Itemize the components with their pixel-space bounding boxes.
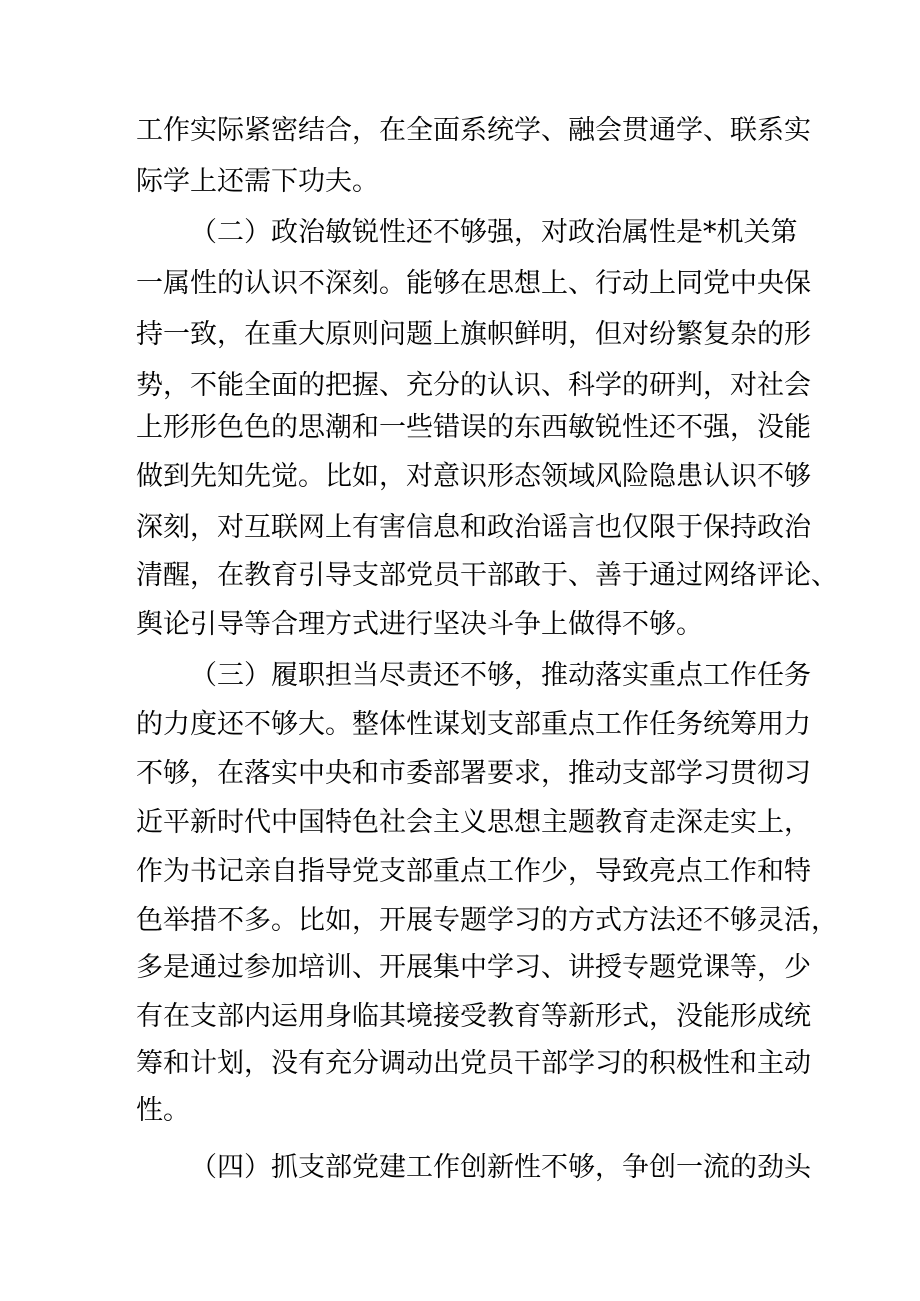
section-heading-line: （三）履职担当尽责还不够，推动落实重点工作任务 [190,660,811,691]
section-heading-line: （四）抓支部党建工作创新性不够，争创一流的劲头 [190,1152,811,1183]
section-heading-line: （二）政治敏锐性还不够强，对政治属性是*机关第 [190,217,798,248]
text-line: 作为书记亲自指导党支部重点工作少，导致亮点工作和特 [136,856,811,887]
text-line: 深刻，对互联网上有害信息和政治谣言也仅限于保持政治 [136,512,811,543]
text-line: 性。 [136,1095,190,1126]
text-line: 势，不能全面的把握、充分的认识、科学的研判，对社会 [136,370,811,401]
text-line: 有在支部内运用身临其境接受教育等新形式，没能形成统 [136,1001,811,1032]
text-line: 多是通过参加培训、开展集中学习、讲授专题党课等，少 [136,952,811,983]
text-line: 上形形色色的思潮和一些错误的东西敏锐性还不强，没能 [136,412,811,443]
text-line: 色举措不多。比如，开展专题学习的方式方法还不够灵活， [136,905,838,936]
text-line: 不够，在落实中央和市委部署要求，推动支部学习贯彻习 [136,758,811,789]
text-line: 的力度还不够大。整体性谋划支部重点工作任务统筹用力 [136,709,811,740]
text-line: 做到先知先觉。比如，对意识形态领域风险隐患认识不够 [136,461,811,492]
text-line: 近平新时代中国特色社会主义思想主题教育走深走实上， [136,807,811,838]
text-line: 持一致，在重大原则问题上旗帜鲜明，但对纷繁复杂的形 [136,319,811,350]
text-line: 工作实际紧密结合，在全面系统学、融会贯通学、联系实 [136,115,811,146]
text-line: 筹和计划，没有充分调动出党员干部学习的积极性和主动 [136,1048,811,1079]
text-line: 清醒，在教育引导支部党员干部敢于、善于通过网络评论、 [136,560,838,591]
text-line: 一属性的认识不深刻。能够在思想上、行动上同党中央保 [136,268,811,299]
text-line: 际学上还需下功夫。 [136,166,379,197]
text-line: 舆论引导等合理方式进行坚决斗争上做得不够。 [136,609,703,640]
